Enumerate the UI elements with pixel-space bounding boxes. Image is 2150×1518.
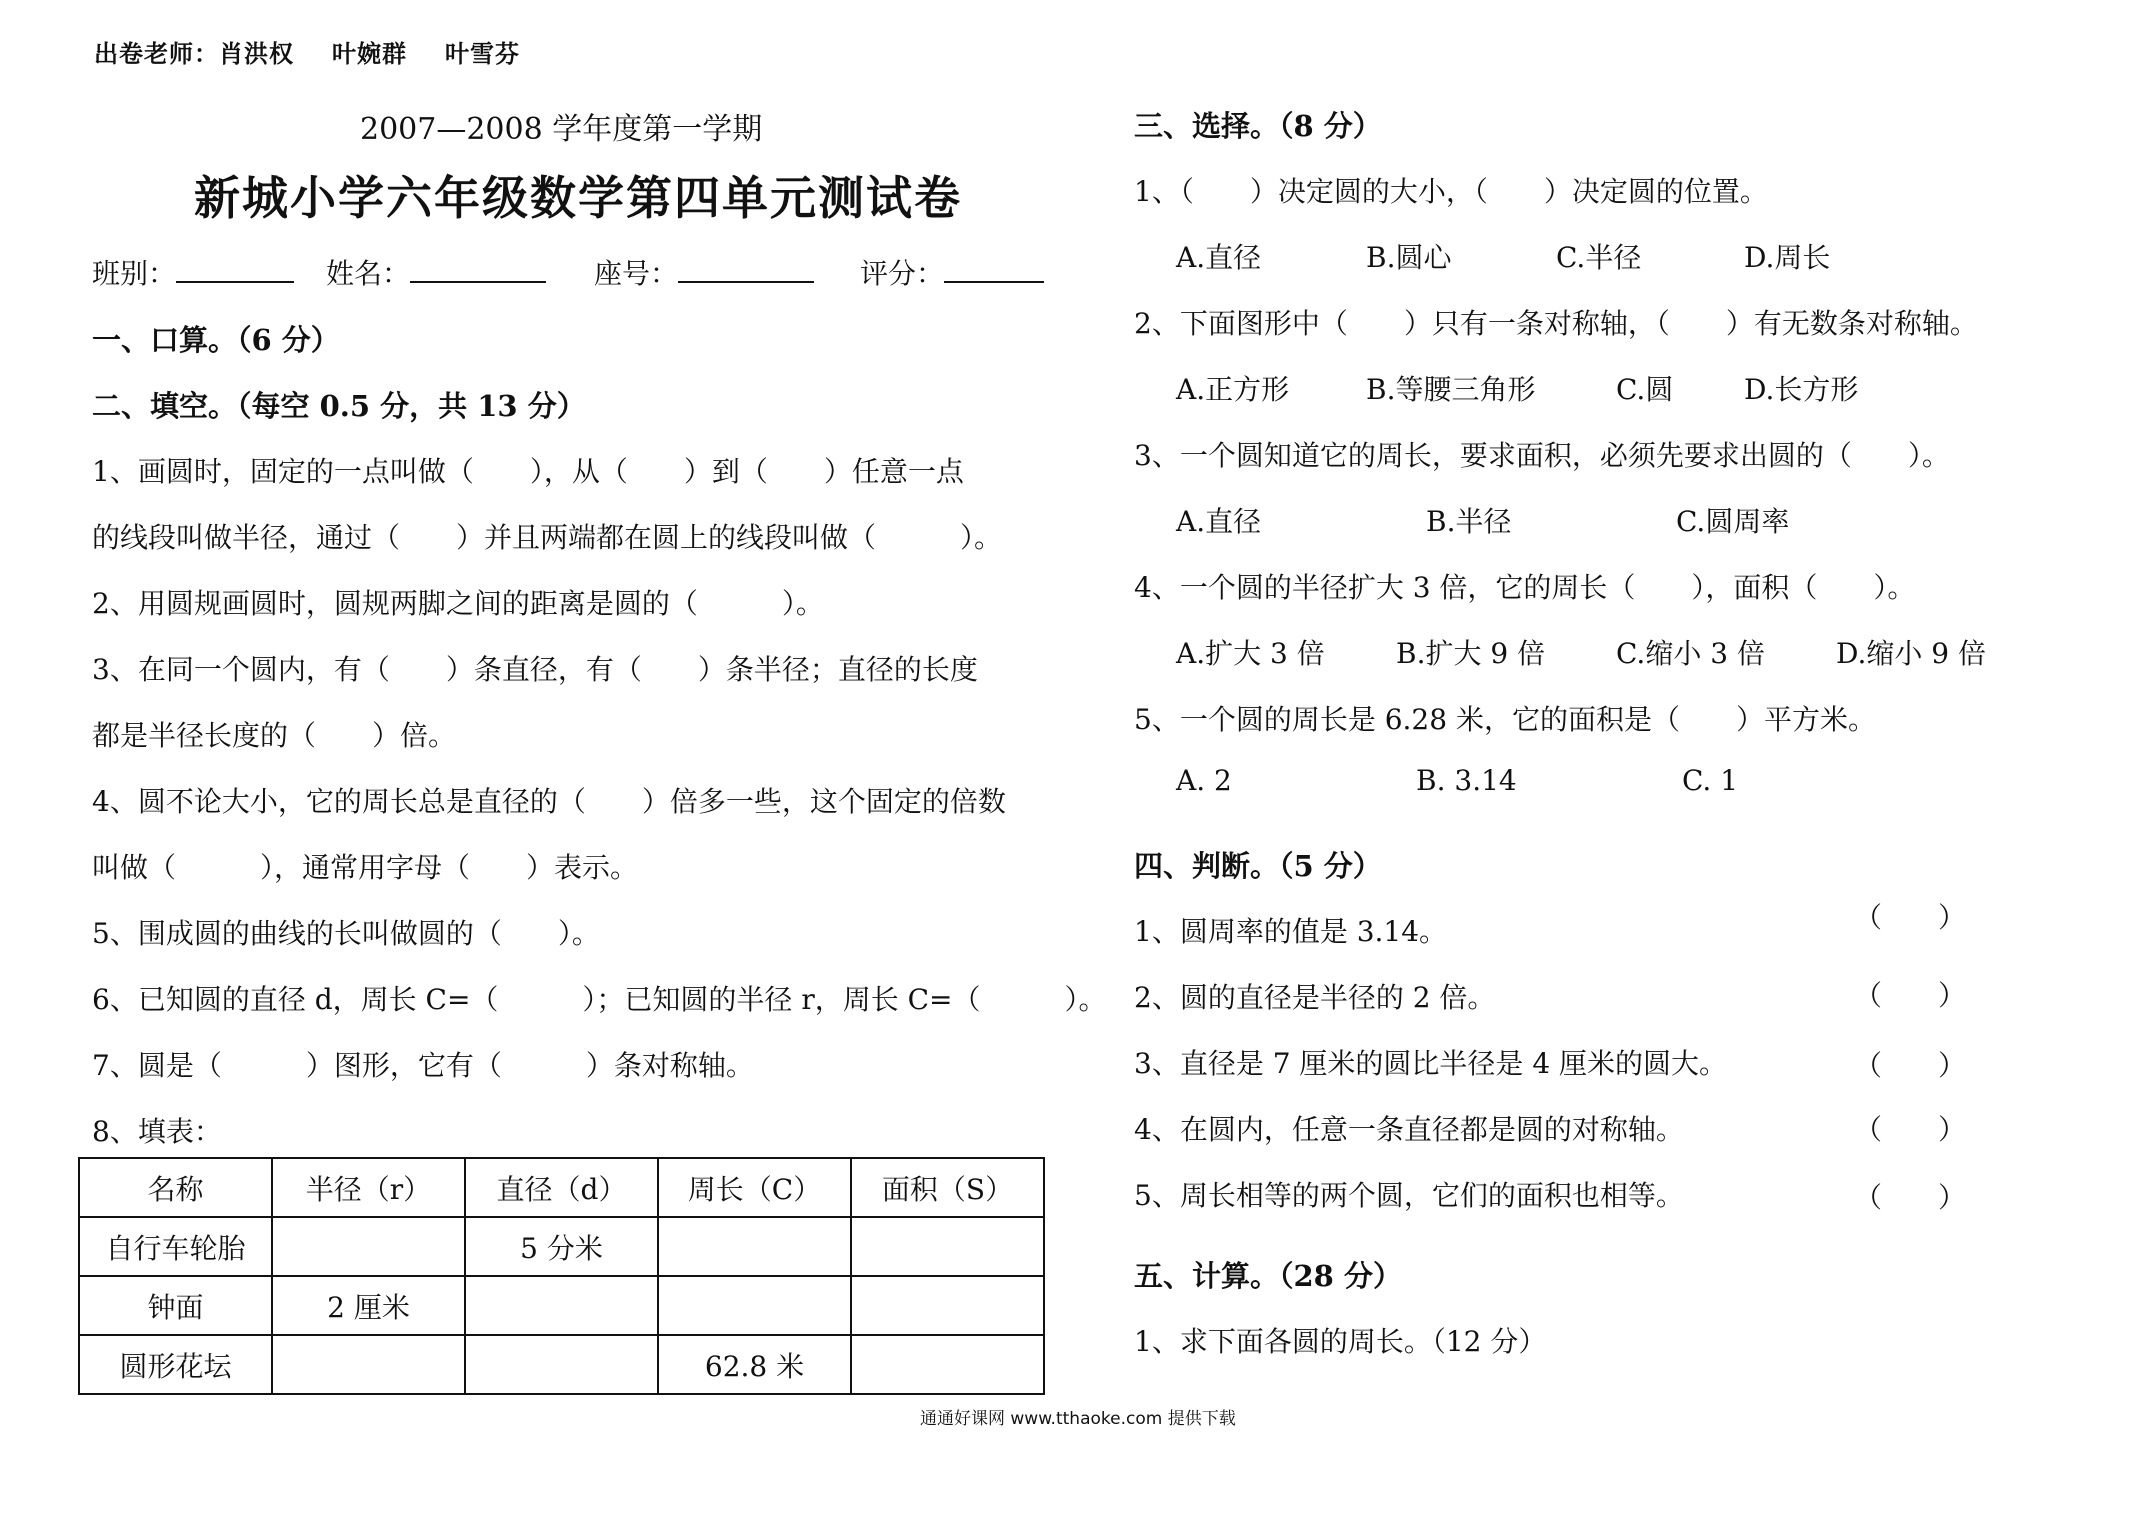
table-cell[interactable] <box>272 1217 465 1276</box>
judge-item: 4、在圆内，任意一条直径都是圆的对称轴。 <box>1134 1113 1684 1146</box>
section-calc: 五、计算。（28 分） <box>1134 1259 1402 1293</box>
table-row <box>79 1217 1044 1276</box>
teacher-names <box>94 34 558 69</box>
name-blank[interactable] <box>410 257 546 283</box>
choice-question-5: 5、一个圆的周长是 6.28 米，它的面积是（ ）平方米。 <box>1134 703 1876 736</box>
choice-option[interactable]: C.圆 <box>1616 373 1674 406</box>
table-cell[interactable] <box>851 1217 1044 1276</box>
choice-option[interactable]: D.长方形 <box>1744 373 1859 406</box>
choice-question-1: 1、（ ）决定圆的大小，（ ）决定圆的位置。 <box>1134 175 1768 208</box>
section-judge: 四、判断。（5 分） <box>1134 849 1382 883</box>
choice-option[interactable]: C. 1 <box>1682 764 1739 797</box>
fill-line: 3、在同一个圆内，有（ ）条直径，有（ ）条半径；直径的长度 <box>92 653 978 686</box>
table-header-cell: 名称 <box>79 1158 272 1217</box>
seat-blank[interactable] <box>678 257 814 283</box>
fill-line: 4、圆不论大小，它的周长总是直径的（ ）倍多一些，这个固定的倍数 <box>92 785 1006 818</box>
footer-source: 通通好课网 www.tthaoke.com 提供下载 <box>920 1409 1236 1429</box>
judge-item: 1、圆周率的值是 3.14。 <box>1134 915 1448 948</box>
table-header-cell: 面积（S） <box>851 1158 1044 1217</box>
choice-option[interactable]: C.缩小 3 倍 <box>1616 637 1765 670</box>
table-cell[interactable] <box>658 1217 851 1276</box>
choice-option[interactable]: A.正方形 <box>1176 373 1290 406</box>
fill-line: 6、已知圆的直径 d，周长 C=（ ）；已知圆的半径 r，周长 C=（ ）。 <box>92 983 1107 1016</box>
table-cell: 5 分米 <box>465 1217 658 1276</box>
section-oral-calc: 一、口算。（6 分） <box>92 323 340 357</box>
table-cell: 自行车轮胎 <box>79 1217 272 1276</box>
judge-answer-paren[interactable]: （ ） <box>1854 1049 1967 1082</box>
table-cell[interactable] <box>851 1335 1044 1394</box>
class-blank[interactable] <box>176 257 294 283</box>
fill-line: 1、画圆时，固定的一点叫做（ ），从（ ）到（ ）任意一点 <box>92 455 964 488</box>
choice-question-3: 3、一个圆知道它的周长，要求面积，必须先要求出圆的（ ）。 <box>1134 439 1950 472</box>
table-header-cell: 直径（d） <box>465 1158 658 1217</box>
section-fill-blank: 二、填空。（每空 0.5 分，共 13 分） <box>92 389 586 423</box>
table-header-cell: 周长（C） <box>658 1158 851 1217</box>
choice-option[interactable]: A.直径 <box>1176 241 1262 274</box>
fill-line: 2、用圆规画圆时，圆规两脚之间的距离是圆的（ ）。 <box>92 587 824 620</box>
fill-line: 5、围成圆的曲线的长叫做圆的（ ）。 <box>92 917 600 950</box>
table-cell: 2 厘米 <box>272 1276 465 1335</box>
choice-option[interactable]: C.半径 <box>1556 241 1642 274</box>
table-row <box>79 1276 1044 1335</box>
teacher-1: 出卷老师：肖洪权 <box>94 40 294 68</box>
choice-option[interactable]: A.直径 <box>1176 505 1262 538</box>
choice-question-4: 4、一个圆的半径扩大 3 倍，它的周长（ ），面积（ ）。 <box>1134 571 1916 604</box>
fill-line: 7、圆是（ ）图形，它有（ ）条对称轴。 <box>92 1049 754 1082</box>
judge-item: 5、周长相等的两个圆，它们的面积也相等。 <box>1134 1179 1684 1212</box>
table-cell: 62.8 米 <box>658 1335 851 1394</box>
section-choice: 三、选择。（8 分） <box>1134 109 1382 143</box>
calc-question-1: 1、求下面各圆的周长。（12 分） <box>1134 1325 1547 1358</box>
seat-field: 座号： <box>594 252 814 292</box>
choice-option[interactable]: B.等腰三角形 <box>1366 373 1536 406</box>
school-year: 2007—2008 学年度第一学期 <box>360 112 763 147</box>
table-cell[interactable] <box>272 1335 465 1394</box>
judge-item: 2、圆的直径是半径的 2 倍。 <box>1134 981 1496 1014</box>
choice-option[interactable]: D.缩小 9 倍 <box>1836 637 1986 670</box>
choice-option[interactable]: B. 3.14 <box>1416 764 1517 797</box>
choice-option[interactable]: A.扩大 3 倍 <box>1176 637 1325 670</box>
table-cell: 钟面 <box>79 1276 272 1335</box>
choice-option[interactable]: B.半径 <box>1426 505 1512 538</box>
teacher-2: 叶婉群 <box>332 40 407 68</box>
choice-option[interactable]: B.扩大 9 倍 <box>1396 637 1546 670</box>
circle-table <box>78 1157 1045 1395</box>
fill-line: 都是半径长度的（ ）倍。 <box>92 719 457 752</box>
table-header-row <box>79 1158 1044 1217</box>
judge-answer-paren[interactable]: （ ） <box>1854 979 1967 1012</box>
choice-option[interactable]: D.周长 <box>1744 241 1831 274</box>
judge-answer-paren[interactable]: （ ） <box>1854 1113 1967 1146</box>
choice-option[interactable]: A. 2 <box>1176 764 1232 797</box>
name-field: 姓名： <box>326 252 546 292</box>
judge-answer-paren[interactable]: （ ） <box>1854 1181 1967 1214</box>
fill-line: 的线段叫做半径，通过（ ）并且两端都在圆上的线段叫做（ ）。 <box>92 521 1003 554</box>
table-row <box>79 1335 1044 1394</box>
table-cell[interactable] <box>851 1276 1044 1335</box>
score-blank[interactable] <box>944 257 1044 283</box>
choice-option[interactable]: B.圆心 <box>1366 241 1452 274</box>
table-cell[interactable] <box>658 1276 851 1335</box>
table-cell[interactable] <box>465 1276 658 1335</box>
score-field: 评分： <box>860 252 1044 292</box>
class-field: 班别： <box>92 252 294 292</box>
judge-item: 3、直径是 7 厘米的圆比半径是 4 厘米的圆大。 <box>1134 1047 1728 1080</box>
choice-question-2: 2、下面图形中（ ）只有一条对称轴，（ ）有无数条对称轴。 <box>1134 307 1978 340</box>
choice-option[interactable]: C.圆周率 <box>1676 505 1790 538</box>
fill-line: 叫做（ ），通常用字母（ ）表示。 <box>92 851 639 884</box>
fill-line: 8、填表： <box>92 1115 222 1148</box>
table-header-cell: 半径（r） <box>272 1158 465 1217</box>
exam-title: 新城小学六年级数学第四单元测试卷 <box>194 171 962 225</box>
judge-answer-paren[interactable]: （ ） <box>1854 901 1967 934</box>
table-cell: 圆形花坛 <box>79 1335 272 1394</box>
table-cell[interactable] <box>465 1335 658 1394</box>
teacher-3: 叶雪芬 <box>445 40 520 68</box>
